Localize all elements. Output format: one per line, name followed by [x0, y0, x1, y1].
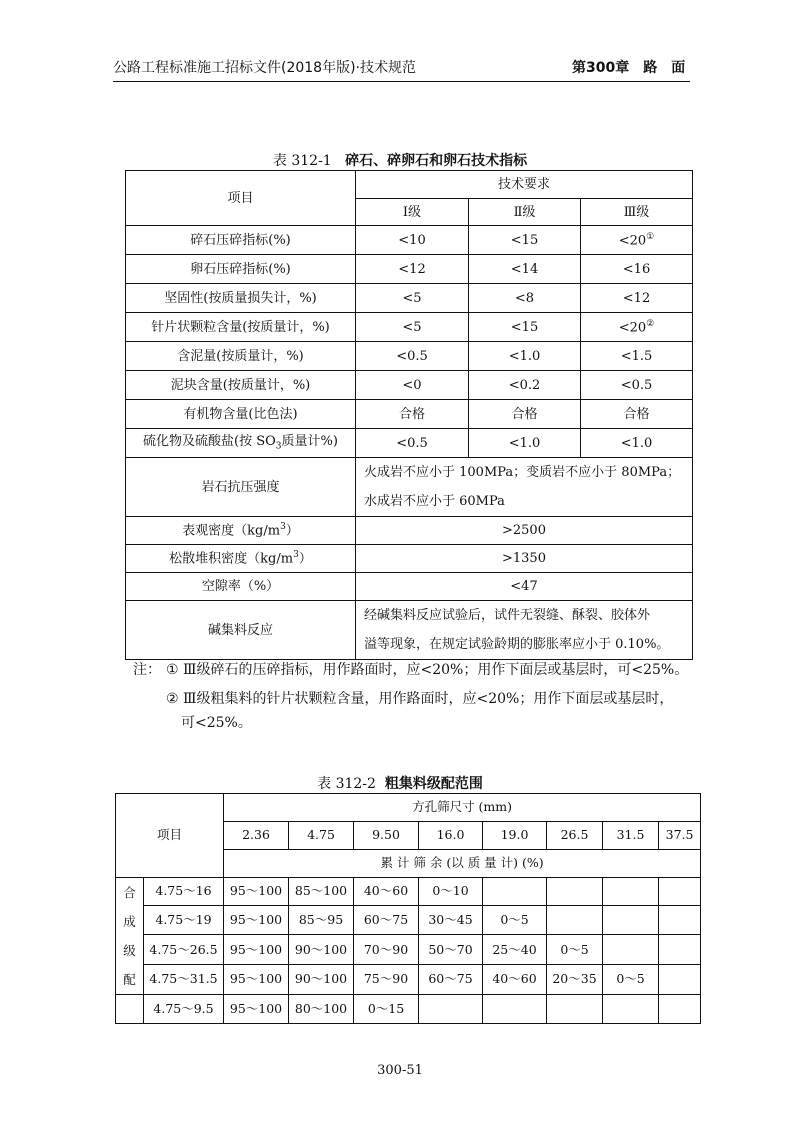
row-label: 坚固性(按质量损失计，%) — [126, 284, 356, 313]
footnote-mark-1: ① — [646, 231, 655, 242]
cell: <14 — [469, 255, 581, 284]
label-subscript: 3 — [275, 441, 282, 452]
cell — [659, 935, 701, 965]
note-2: ② Ⅲ级粗集料的针片状颗粒含量，用作路面时，应<20%；用作下面层或基层时， — [166, 691, 674, 707]
table-row — [116, 965, 701, 995]
notes-prefix: 注： — [133, 662, 161, 678]
table1-grade-2: Ⅱ级 — [469, 199, 581, 226]
cell: 合格 — [581, 400, 693, 429]
synthetic-gradation-label — [116, 878, 144, 995]
row-label — [126, 517, 356, 545]
table2-gradation — [115, 793, 701, 1024]
table-row — [126, 545, 693, 573]
side-blank — [116, 995, 144, 1024]
sieve-size: 2.36 — [224, 822, 289, 850]
label-part: 质量计%) — [281, 433, 338, 449]
cell: <1.0 — [469, 342, 581, 371]
size-range: 4.75～16 — [144, 878, 224, 906]
row-label: 碎石压碎指标(%) — [126, 226, 356, 255]
table-row — [126, 429, 693, 458]
cell: 60～75 — [419, 965, 483, 995]
row-label: 空隙率（%） — [126, 573, 356, 601]
cell: <10 — [356, 226, 469, 255]
cell: 70～90 — [354, 935, 419, 965]
cell — [547, 905, 603, 935]
cell: 20～35 — [547, 965, 603, 995]
table2-caption-number: 表 312-2 — [317, 776, 376, 792]
cell: <1.0 — [581, 429, 693, 458]
cell: 95～100 — [224, 995, 289, 1024]
table-row — [116, 935, 701, 965]
table2-sieve-header: 方孔筛尺寸 (mm) — [224, 794, 701, 822]
cell — [547, 878, 603, 906]
cell: 60～75 — [354, 905, 419, 935]
table-row — [116, 878, 701, 906]
text-line: 溢等现象，在规定试验龄期的膨胀率应小于 0.10%。 — [364, 637, 670, 652]
cell — [603, 905, 659, 935]
table-row — [126, 255, 693, 284]
cell — [659, 878, 701, 906]
table-row — [126, 458, 693, 517]
table2-item-header: 项目 — [116, 794, 224, 878]
table-row — [126, 284, 693, 313]
table1-item-header: 项目 — [126, 171, 356, 226]
table-row — [126, 517, 693, 545]
label-part: 硫化物及硫酸盐(按 SO — [143, 433, 276, 449]
sieve-size: 9.50 — [354, 822, 419, 850]
row-label: 碱集料反应 — [126, 601, 356, 660]
header-rule — [113, 81, 690, 82]
label-part: 松散堆积密度（kg/m — [169, 551, 294, 567]
cell: 合格 — [469, 400, 581, 429]
cell — [659, 965, 701, 995]
cell: 75～90 — [354, 965, 419, 995]
table-row — [116, 995, 701, 1024]
cell: 40～60 — [354, 878, 419, 906]
row-label: 针片状颗粒含量(按质量计，%) — [126, 313, 356, 342]
label-part: ） — [298, 551, 312, 567]
table1-caption-number: 表 312-1 — [272, 153, 332, 169]
table1-tech-header: 技术要求 — [356, 171, 693, 199]
cell: <5 — [356, 284, 469, 313]
table-row — [116, 905, 701, 935]
table1-caption — [0, 150, 800, 170]
cell: 80～100 — [289, 995, 354, 1024]
sieve-size: 19.0 — [483, 822, 547, 850]
table1-grade-1: Ⅰ级 — [356, 199, 469, 226]
cell: <15 — [469, 226, 581, 255]
cell: 40～60 — [483, 965, 547, 995]
table-row — [126, 226, 693, 255]
table-row — [126, 601, 693, 660]
cell: <12 — [356, 255, 469, 284]
sieve-size: 4.75 — [289, 822, 354, 850]
cell: 85～95 — [289, 905, 354, 935]
cell: <0.5 — [356, 429, 469, 458]
cell: 30～45 — [419, 905, 483, 935]
side-char: 配 — [123, 972, 136, 987]
cell: >1350 — [356, 545, 693, 573]
cell: <8 — [469, 284, 581, 313]
cell: 0～5 — [483, 905, 547, 935]
cell-value: <20 — [618, 320, 647, 336]
cell — [659, 995, 701, 1024]
page-number: 300-51 — [377, 1063, 423, 1078]
table-row — [126, 573, 693, 601]
sieve-size: 16.0 — [419, 822, 483, 850]
table-row — [126, 313, 693, 342]
cell: 0～5 — [547, 935, 603, 965]
side-char: 级 — [123, 943, 136, 958]
table2-caption-title: 粗集料级配范围 — [384, 776, 483, 792]
table1-grade-3: Ⅲ级 — [581, 199, 693, 226]
cell: <47 — [356, 573, 693, 601]
cell: <12 — [581, 284, 693, 313]
cell: <0.5 — [581, 371, 693, 400]
cell — [483, 878, 547, 906]
cell: 95～100 — [224, 935, 289, 965]
cell — [547, 995, 603, 1024]
row-label: 卵石压碎指标(%) — [126, 255, 356, 284]
size-range: 4.75～26.5 — [144, 935, 224, 965]
rock-strength-text — [356, 458, 693, 517]
side-char: 成 — [123, 914, 136, 929]
label-part: 表观密度（kg/m — [182, 523, 281, 539]
text-line: 经碱集料反应试验后，试件无裂缝、酥裂、胶体外 — [364, 608, 651, 623]
cell: <0.5 — [356, 342, 469, 371]
cell — [603, 935, 659, 965]
cell: >2500 — [356, 517, 693, 545]
cell — [483, 995, 547, 1024]
cell — [581, 226, 693, 255]
cell: 25～40 — [483, 935, 547, 965]
row-label: 岩石抗压强度 — [126, 458, 356, 517]
sieve-size: 26.5 — [547, 822, 603, 850]
cell: <0.2 — [469, 371, 581, 400]
table2-pass-header: 累 计 筛 余 (以 质 量 计) (%) — [224, 850, 701, 878]
label-part: ） — [285, 523, 299, 539]
row-label — [126, 545, 356, 573]
table1-caption-title: 碎石、碎卵石和卵石技术指标 — [345, 153, 528, 169]
cell: <15 — [469, 313, 581, 342]
note-1: ① Ⅲ级碎石的压碎指标，用作路面时，应<20%；用作下面层或基层时，可<25%。 — [166, 662, 689, 678]
footnote-mark-2: ② — [646, 318, 655, 329]
note-2-cont: 可<25%。 — [181, 715, 252, 731]
alkali-reaction-text — [356, 601, 693, 660]
row-label: 有机物含量(比色法) — [126, 400, 356, 429]
cell: 90～100 — [289, 935, 354, 965]
cell: <16 — [581, 255, 693, 284]
cell: <5 — [356, 313, 469, 342]
cell: 0～5 — [603, 965, 659, 995]
cell: 90～100 — [289, 965, 354, 995]
cell: 合格 — [356, 400, 469, 429]
label-superscript: 3 — [280, 522, 286, 533]
size-range: 4.75～19 — [144, 905, 224, 935]
cell-value: <20 — [618, 233, 647, 249]
cell: 95～100 — [224, 905, 289, 935]
table-row — [126, 342, 693, 371]
cell — [603, 878, 659, 906]
cell: 95～100 — [224, 965, 289, 995]
text-line: 火成岩不应小于 100MPa；变质岩不应小于 80MPa； — [364, 465, 681, 480]
text-line: 水成岩不应小于 60MPa — [364, 494, 505, 509]
table1-aggregate-specs — [125, 170, 693, 660]
cell: <1.5 — [581, 342, 693, 371]
sieve-size: 37.5 — [659, 822, 701, 850]
size-range: 4.75～9.5 — [144, 995, 224, 1024]
cell — [659, 905, 701, 935]
table-row — [126, 400, 693, 429]
size-range: 4.75～31.5 — [144, 965, 224, 995]
table2-caption — [0, 773, 800, 793]
cell: <0 — [356, 371, 469, 400]
cell: 50～70 — [419, 935, 483, 965]
running-header-chapter: 第300章 路 面 — [572, 60, 686, 76]
label-superscript: 3 — [293, 550, 299, 561]
cell: 95～100 — [224, 878, 289, 906]
row-label — [126, 429, 356, 458]
cell: 85～100 — [289, 878, 354, 906]
sieve-size: 31.5 — [603, 822, 659, 850]
cell — [603, 995, 659, 1024]
cell: 0～15 — [354, 995, 419, 1024]
cell: <1.0 — [469, 429, 581, 458]
running-header-title: 公路工程标准施工招标文件(2018年版)·技术规范 — [113, 60, 417, 76]
table-row — [126, 371, 693, 400]
cell — [419, 995, 483, 1024]
side-char: 合 — [123, 885, 136, 900]
cell: 0～10 — [419, 878, 483, 906]
row-label: 泥块含量(按质量计，%) — [126, 371, 356, 400]
row-label: 含泥量(按质量计，%) — [126, 342, 356, 371]
cell — [581, 313, 693, 342]
